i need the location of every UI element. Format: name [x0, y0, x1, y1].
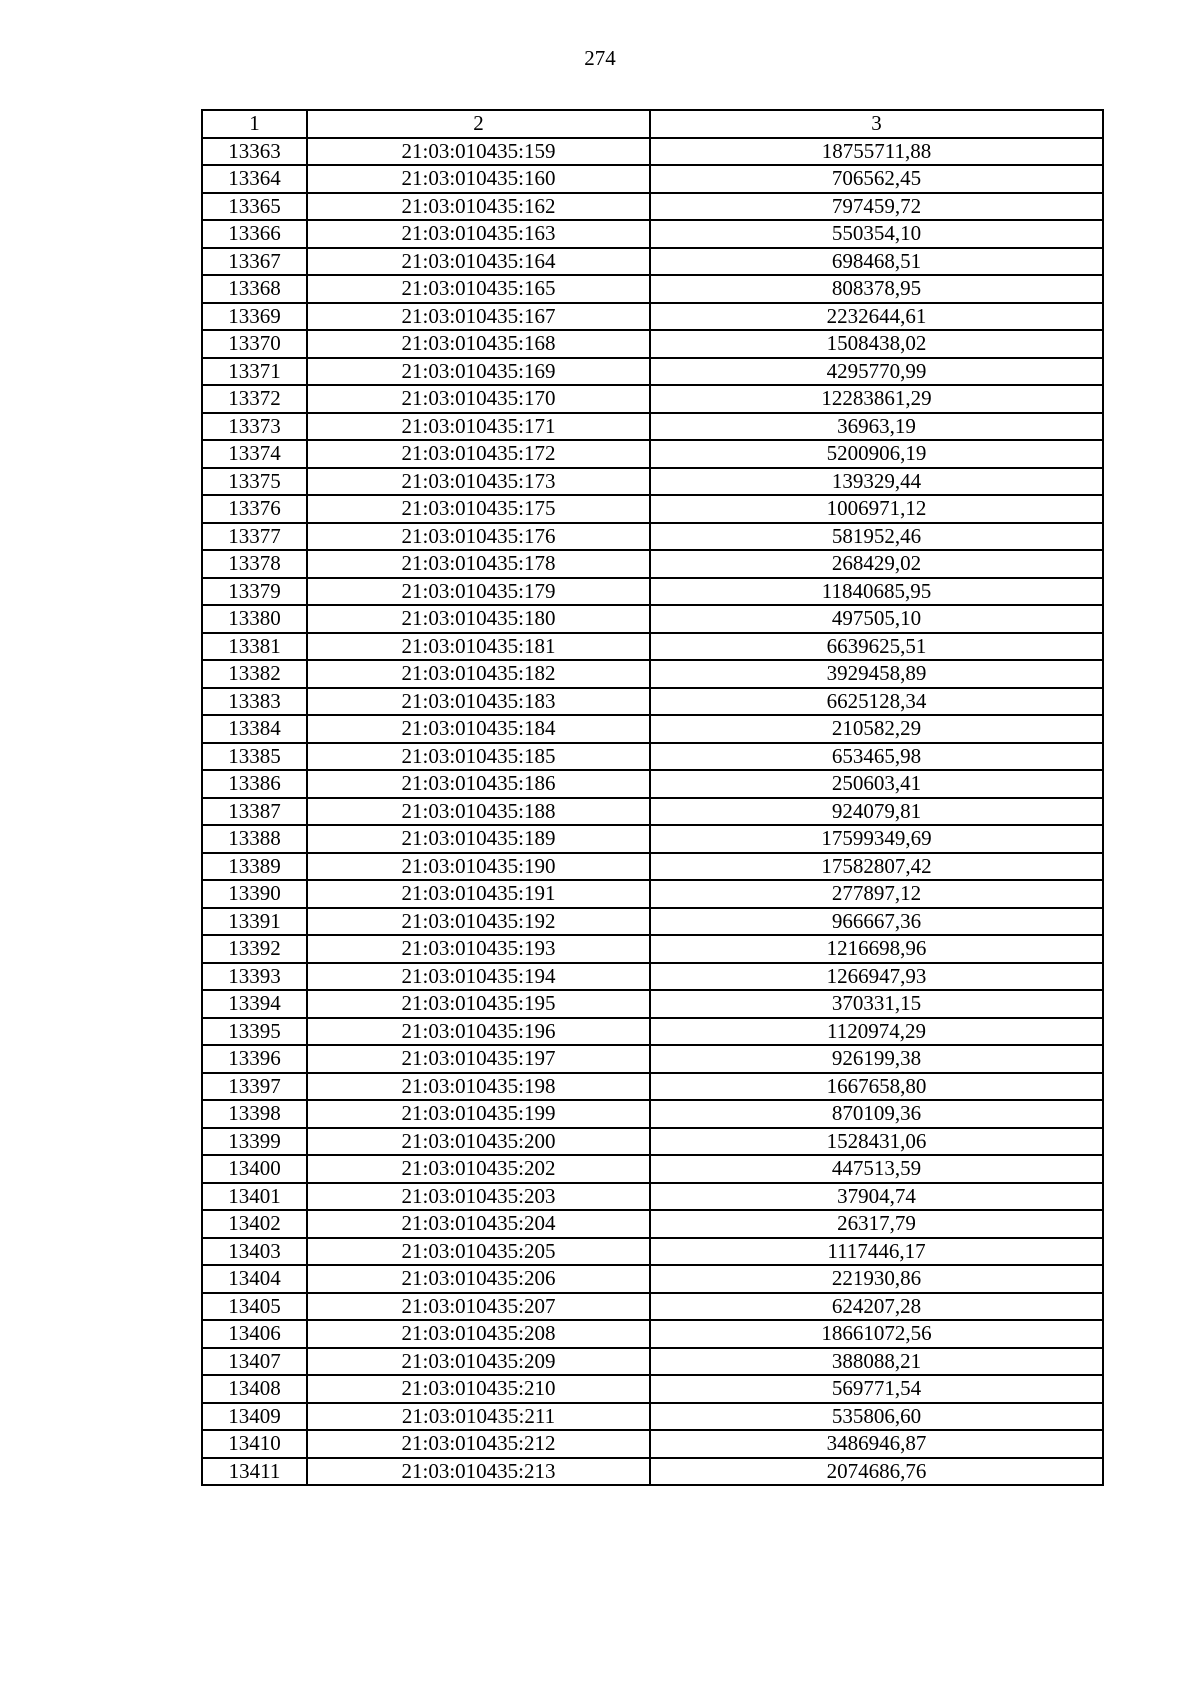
value-cell: 926199,38 [650, 1045, 1103, 1073]
table-row [202, 963, 1103, 991]
table-row [202, 1238, 1103, 1266]
table-row [202, 715, 1103, 743]
row-number-cell: 13372 [202, 385, 307, 413]
value-cell: 2074686,76 [650, 1458, 1103, 1486]
cadastral-number-cell: 21:03:010435:167 [307, 303, 650, 331]
value-cell: 221930,86 [650, 1265, 1103, 1293]
row-number-cell: 13410 [202, 1430, 307, 1458]
row-number-cell: 13383 [202, 688, 307, 716]
table-row [202, 1265, 1103, 1293]
table-row [202, 413, 1103, 441]
table-row [202, 578, 1103, 606]
value-cell: 581952,46 [650, 523, 1103, 551]
page-number: 274 [584, 46, 616, 70]
value-cell: 250603,41 [650, 770, 1103, 798]
table-row [202, 825, 1103, 853]
cadastral-number-cell: 21:03:010435:180 [307, 605, 650, 633]
cadastral-number-cell: 21:03:010435:182 [307, 660, 650, 688]
value-cell: 535806,60 [650, 1403, 1103, 1431]
value-cell: 1120974,29 [650, 1018, 1103, 1046]
cadastral-number-cell: 21:03:010435:160 [307, 165, 650, 193]
table-row [202, 1293, 1103, 1321]
cadastral-number-cell: 21:03:010435:186 [307, 770, 650, 798]
row-number-cell: 13375 [202, 468, 307, 496]
row-number-cell: 13404 [202, 1265, 307, 1293]
table-row [202, 633, 1103, 661]
cadastral-number-cell: 21:03:010435:189 [307, 825, 650, 853]
row-number-cell: 13365 [202, 193, 307, 221]
row-number-cell: 13406 [202, 1320, 307, 1348]
table-row [202, 138, 1103, 166]
row-number-cell: 13391 [202, 908, 307, 936]
row-number-cell: 13386 [202, 770, 307, 798]
value-cell: 3929458,89 [650, 660, 1103, 688]
table-row [202, 523, 1103, 551]
table-row [202, 1320, 1103, 1348]
row-number-cell: 13381 [202, 633, 307, 661]
column-header-3: 3 [650, 110, 1103, 138]
value-cell: 277897,12 [650, 880, 1103, 908]
cadastral-number-cell: 21:03:010435:210 [307, 1375, 650, 1403]
cadastral-number-cell: 21:03:010435:172 [307, 440, 650, 468]
table-row [202, 990, 1103, 1018]
value-cell: 5200906,19 [650, 440, 1103, 468]
row-number-cell: 13376 [202, 495, 307, 523]
value-cell: 17599349,69 [650, 825, 1103, 853]
row-number-cell: 13371 [202, 358, 307, 386]
row-number-cell: 13373 [202, 413, 307, 441]
table-row [202, 165, 1103, 193]
table-row [202, 358, 1103, 386]
cadastral-number-cell: 21:03:010435:202 [307, 1155, 650, 1183]
cadastral-number-cell: 21:03:010435:212 [307, 1430, 650, 1458]
value-cell: 1266947,93 [650, 963, 1103, 991]
row-number-cell: 13399 [202, 1128, 307, 1156]
table-row [202, 688, 1103, 716]
value-cell: 11840685,95 [650, 578, 1103, 606]
table-row [202, 935, 1103, 963]
table-body [202, 138, 1103, 1486]
value-cell: 797459,72 [650, 193, 1103, 221]
cadastral-number-cell: 21:03:010435:203 [307, 1183, 650, 1211]
row-number-cell: 13368 [202, 275, 307, 303]
table-row [202, 1128, 1103, 1156]
row-number-cell: 13397 [202, 1073, 307, 1101]
row-number-cell: 13384 [202, 715, 307, 743]
row-number-cell: 13393 [202, 963, 307, 991]
cadastral-number-cell: 21:03:010435:193 [307, 935, 650, 963]
row-number-cell: 13402 [202, 1210, 307, 1238]
cadastral-number-cell: 21:03:010435:192 [307, 908, 650, 936]
value-cell: 12283861,29 [650, 385, 1103, 413]
table-row [202, 853, 1103, 881]
value-cell: 18755711,88 [650, 138, 1103, 166]
cadastral-number-cell: 21:03:010435:163 [307, 220, 650, 248]
value-cell: 1508438,02 [650, 330, 1103, 358]
value-cell: 706562,45 [650, 165, 1103, 193]
value-cell: 569771,54 [650, 1375, 1103, 1403]
cadastral-number-cell: 21:03:010435:183 [307, 688, 650, 716]
row-number-cell: 13398 [202, 1100, 307, 1128]
row-number-cell: 13377 [202, 523, 307, 551]
value-cell: 6625128,34 [650, 688, 1103, 716]
value-cell: 808378,95 [650, 275, 1103, 303]
value-cell: 6639625,51 [650, 633, 1103, 661]
table-row [202, 440, 1103, 468]
value-cell: 653465,98 [650, 743, 1103, 771]
table-row [202, 880, 1103, 908]
table-row [202, 1100, 1103, 1128]
row-number-cell: 13380 [202, 605, 307, 633]
cadastral-number-cell: 21:03:010435:190 [307, 853, 650, 881]
value-cell: 1667658,80 [650, 1073, 1103, 1101]
data-table [201, 109, 1104, 1486]
table-row [202, 220, 1103, 248]
row-number-cell: 13389 [202, 853, 307, 881]
value-cell: 924079,81 [650, 798, 1103, 826]
table-row [202, 303, 1103, 331]
column-header-1: 1 [202, 110, 307, 138]
value-cell: 37904,74 [650, 1183, 1103, 1211]
row-number-cell: 13392 [202, 935, 307, 963]
cadastral-number-cell: 21:03:010435:170 [307, 385, 650, 413]
value-cell: 1528431,06 [650, 1128, 1103, 1156]
table-row [202, 1018, 1103, 1046]
table-row [202, 1155, 1103, 1183]
cadastral-number-cell: 21:03:010435:173 [307, 468, 650, 496]
value-cell: 1216698,96 [650, 935, 1103, 963]
table-header-row [202, 110, 1103, 138]
row-number-cell: 13390 [202, 880, 307, 908]
cadastral-number-cell: 21:03:010435:179 [307, 578, 650, 606]
value-cell: 1117446,17 [650, 1238, 1103, 1266]
row-number-cell: 13405 [202, 1293, 307, 1321]
row-number-cell: 13379 [202, 578, 307, 606]
cadastral-number-cell: 21:03:010435:211 [307, 1403, 650, 1431]
row-number-cell: 13385 [202, 743, 307, 771]
row-number-cell: 13388 [202, 825, 307, 853]
row-number-cell: 13395 [202, 1018, 307, 1046]
cadastral-number-cell: 21:03:010435:198 [307, 1073, 650, 1101]
cadastral-number-cell: 21:03:010435:171 [307, 413, 650, 441]
row-number-cell: 13407 [202, 1348, 307, 1376]
cadastral-number-cell: 21:03:010435:175 [307, 495, 650, 523]
value-cell: 36963,19 [650, 413, 1103, 441]
table-row [202, 605, 1103, 633]
value-cell: 870109,36 [650, 1100, 1103, 1128]
table-row [202, 908, 1103, 936]
row-number-cell: 13408 [202, 1375, 307, 1403]
table-row [202, 1458, 1103, 1486]
cadastral-number-cell: 21:03:010435:188 [307, 798, 650, 826]
table-row [202, 385, 1103, 413]
cadastral-number-cell: 21:03:010435:208 [307, 1320, 650, 1348]
cadastral-number-cell: 21:03:010435:195 [307, 990, 650, 1018]
cadastral-number-cell: 21:03:010435:209 [307, 1348, 650, 1376]
value-cell: 497505,10 [650, 605, 1103, 633]
cadastral-number-cell: 21:03:010435:178 [307, 550, 650, 578]
value-cell: 447513,59 [650, 1155, 1103, 1183]
value-cell: 18661072,56 [650, 1320, 1103, 1348]
value-cell: 4295770,99 [650, 358, 1103, 386]
cadastral-number-cell: 21:03:010435:199 [307, 1100, 650, 1128]
cadastral-number-cell: 21:03:010435:162 [307, 193, 650, 221]
row-number-cell: 13403 [202, 1238, 307, 1266]
row-number-cell: 13382 [202, 660, 307, 688]
value-cell: 2232644,61 [650, 303, 1103, 331]
cadastral-number-cell: 21:03:010435:169 [307, 358, 650, 386]
cadastral-number-cell: 21:03:010435:204 [307, 1210, 650, 1238]
row-number-cell: 13378 [202, 550, 307, 578]
table-row [202, 1073, 1103, 1101]
table-row [202, 468, 1103, 496]
row-number-cell: 13411 [202, 1458, 307, 1486]
cadastral-number-cell: 21:03:010435:194 [307, 963, 650, 991]
row-number-cell: 13370 [202, 330, 307, 358]
table-row [202, 495, 1103, 523]
value-cell: 370331,15 [650, 990, 1103, 1018]
value-cell: 26317,79 [650, 1210, 1103, 1238]
table-row [202, 743, 1103, 771]
table-row [202, 1375, 1103, 1403]
cadastral-number-cell: 21:03:010435:181 [307, 633, 650, 661]
table-row [202, 1045, 1103, 1073]
cadastral-number-cell: 21:03:010435:207 [307, 1293, 650, 1321]
column-header-2: 2 [307, 110, 650, 138]
value-cell: 624207,28 [650, 1293, 1103, 1321]
cadastral-number-cell: 21:03:010435:176 [307, 523, 650, 551]
cadastral-number-cell: 21:03:010435:165 [307, 275, 650, 303]
cadastral-number-cell: 21:03:010435:164 [307, 248, 650, 276]
value-cell: 550354,10 [650, 220, 1103, 248]
table-row [202, 1430, 1103, 1458]
value-cell: 698468,51 [650, 248, 1103, 276]
table-row [202, 550, 1103, 578]
row-number-cell: 13367 [202, 248, 307, 276]
cadastral-number-cell: 21:03:010435:185 [307, 743, 650, 771]
row-number-cell: 13401 [202, 1183, 307, 1211]
row-number-cell: 13394 [202, 990, 307, 1018]
cadastral-number-cell: 21:03:010435:184 [307, 715, 650, 743]
value-cell: 17582807,42 [650, 853, 1103, 881]
row-number-cell: 13363 [202, 138, 307, 166]
cadastral-number-cell: 21:03:010435:197 [307, 1045, 650, 1073]
cadastral-number-cell: 21:03:010435:191 [307, 880, 650, 908]
value-cell: 3486946,87 [650, 1430, 1103, 1458]
cadastral-number-cell: 21:03:010435:213 [307, 1458, 650, 1486]
row-number-cell: 13387 [202, 798, 307, 826]
value-cell: 1006971,12 [650, 495, 1103, 523]
row-number-cell: 13366 [202, 220, 307, 248]
table-row [202, 275, 1103, 303]
row-number-cell: 13374 [202, 440, 307, 468]
table-row [202, 1210, 1103, 1238]
table-row [202, 193, 1103, 221]
cadastral-number-cell: 21:03:010435:205 [307, 1238, 650, 1266]
row-number-cell: 13400 [202, 1155, 307, 1183]
table-row [202, 1348, 1103, 1376]
cadastral-number-cell: 21:03:010435:200 [307, 1128, 650, 1156]
table-row [202, 1183, 1103, 1211]
value-cell: 210582,29 [650, 715, 1103, 743]
table-row [202, 1403, 1103, 1431]
row-number-cell: 13364 [202, 165, 307, 193]
value-cell: 966667,36 [650, 908, 1103, 936]
row-number-cell: 13409 [202, 1403, 307, 1431]
cadastral-number-cell: 21:03:010435:196 [307, 1018, 650, 1046]
cadastral-number-cell: 21:03:010435:168 [307, 330, 650, 358]
table-row [202, 330, 1103, 358]
table-row [202, 770, 1103, 798]
table-row [202, 798, 1103, 826]
value-cell: 388088,21 [650, 1348, 1103, 1376]
value-cell: 268429,02 [650, 550, 1103, 578]
table-row [202, 248, 1103, 276]
row-number-cell: 13369 [202, 303, 307, 331]
table-row [202, 660, 1103, 688]
cadastral-number-cell: 21:03:010435:159 [307, 138, 650, 166]
row-number-cell: 13396 [202, 1045, 307, 1073]
value-cell: 139329,44 [650, 468, 1103, 496]
cadastral-number-cell: 21:03:010435:206 [307, 1265, 650, 1293]
